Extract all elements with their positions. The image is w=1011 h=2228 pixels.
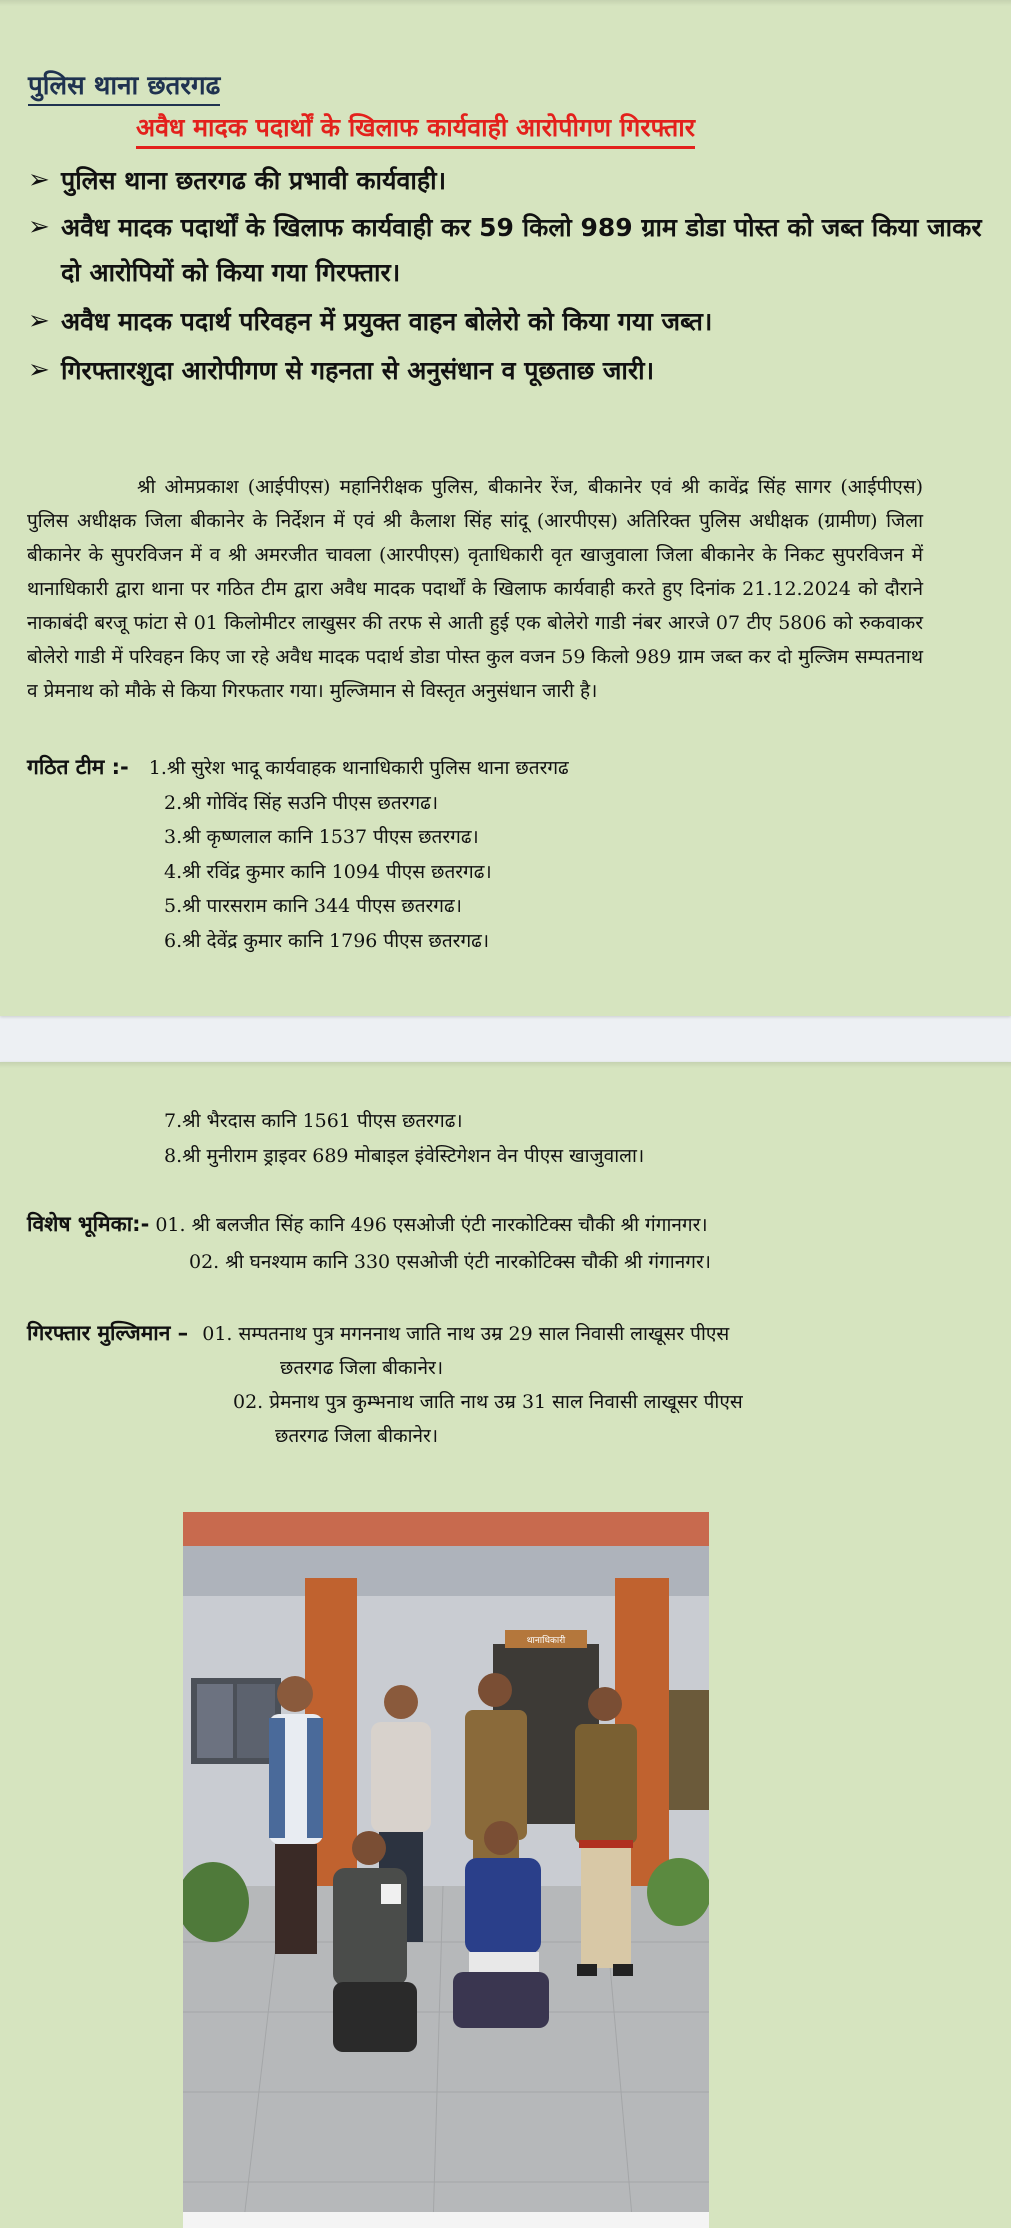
arrow-bullet-icon: ➢: [28, 212, 50, 242]
news-headline: अवैध मादक पदार्थों के खिलाफ कार्यवाही आरोपीगण गिरफ्तार: [136, 110, 695, 149]
document-page-1: [0, 0, 1011, 1016]
arrow-bullet-icon: ➢: [28, 355, 50, 385]
special-role-label: विशेष भूमिका:-: [27, 1212, 150, 1236]
police-station-title: पुलिस थाना छतरगढ: [28, 66, 220, 106]
team-member: 7.श्री भैरदास कानि 1561 पीएस छतरगढ।: [164, 1110, 463, 1132]
body-paragraph: श्री ओमप्रकाश (आईपीएस) महानिरीक्षक पुलिस, बीकानेर रेंज, बीकानेर एवं श्री कावेंद्र सिंह सागर (आईपीएस) पुलिस अधीक्षक जिला बीकानेर के निर्देशन में एवं श्री कैलाश सिंह सांदू (आरपीएस) अतिरिक्त पुलिस अधीक्षक (ग्रामीण) जिला बीकानेर के सुपरविजन में व श्री अमरजीत चावला (आरपीएस) वृताधिकारी वृत खाजुवाला जिला बीकानेर के निकट सुपरविजन में थानाधिकारी द्वारा थाना पर गठित टीम द्वारा अवैध मादक पदार्थों के खिलाफ कार्यवाही करते हुए दिनांक 21.12.2024 को दौराने नाकाबंदी बरजू फांटा से 01 किलोमीटर लाखुसर की तरफ से आती हुई एक बोलेरो गाडी नंबर आरजे 07 टीए 5806 को रुकवाकर बोलेरो गाडी में परिवहन किए जा रहे अवैध मादक पदार्थ डोडा पोस्त कुल वजन 59 किलो 989 ग्राम जब्त कर दो मुल्जिम सम्पतनाथ व प्रेमनाथ को मौके से किया गिरफतार गया। मुल्जिमान से विस्तृत अनुसंधान जारी है।: [27, 476, 923, 702]
special-role-item: 01. श्री बलजीत सिंह कानि 496 एसओजी एंटी नारकोटिक्स चौकी श्री गंगानगर।: [155, 1214, 708, 1236]
office-sign-text: थानाधिकारी: [526, 1636, 566, 1646]
arrested-person: 02. प्रेमनाथ पुत्र कुम्भनाथ जाति नाथ उम्र 31 साल निवासी लाखूसर पीएस: [233, 1391, 743, 1413]
bullet-item: ➢ गिरफ्तारशुदा आरोपीगण से गहनता से अनुसंधान व पूछताछ जारी।: [28, 348, 988, 393]
team-member: 4.श्री रविंद्र कुमार कानि 1094 पीएस छतरगढ।: [164, 860, 492, 883]
team-list: [27, 750, 987, 958]
bullet-item: ➢ अवैध मादक पदार्थों के खिलाफ कार्यवाही कर 59 किलो 989 ग्राम डोडा पोस्त को जब्त किया जाकर दो आरोपियों को किया गया गिरफ्तार।: [28, 205, 988, 295]
team-member: 3.श्री कृष्णलाल कानि 1537 पीएस छतरगढ।: [164, 826, 479, 848]
photo-illustration: [183, 1512, 709, 2228]
team-member: 1.श्री सुरेश भादू कार्यवाहक थानाधिकारी पुलिस थाना छतरगढ: [148, 757, 569, 779]
highlight-bullets: [28, 158, 988, 394]
arrest-photo: [183, 1512, 709, 2228]
team-label: गठित टीम :-: [27, 755, 129, 779]
arrow-bullet-icon: ➢: [28, 165, 50, 195]
team-member: 6.श्री देवेंद्र कुमार कानि 1796 पीएस छतरगढ।: [164, 929, 490, 952]
bullet-item: ➢ पुलिस थाना छतरगढ की प्रभावी कार्यवाही।: [28, 158, 988, 203]
arrow-bullet-icon: ➢: [28, 306, 50, 336]
team-list-continued: [27, 1104, 987, 1173]
arrested-label: गिरफ्तार मुल्जिमान –: [27, 1321, 189, 1345]
arrested-address: छतरगढ जिला बीकानेर।: [280, 1357, 444, 1379]
special-role-section: [27, 1206, 987, 1281]
arrested-address: छतरगढ जिला बीकानेर।: [275, 1425, 439, 1447]
team-member: 2.श्री गोविंद सिंह सउनि पीएस छतरगढ।: [164, 791, 439, 814]
team-member: 5.श्री पारसराम कानि 344 पीएस छतरगढ।: [164, 895, 462, 917]
special-role-item: 02. श्री घनश्याम कानि 330 एसओजी एंटी नारकोटिक्स चौकी श्री गंगानगर।: [189, 1251, 711, 1273]
bullet-item: ➢ अवैध मादक पदार्थ परिवहन में प्रयुक्त वाहन बोलेरो को किया गया जब्त।: [28, 299, 988, 344]
team-member: 8.श्री मुनीराम ड्राइवर 689 मोबाइल इंवेस्टिगेशन वेन पीएस खाजुवाला।: [164, 1144, 645, 1167]
arrested-section: [27, 1316, 987, 1453]
arrested-person: 01. सम्पतनाथ पुत्र मगननाथ जाति नाथ उम्र 29 साल निवासी लाखूसर पीएस: [202, 1323, 730, 1345]
